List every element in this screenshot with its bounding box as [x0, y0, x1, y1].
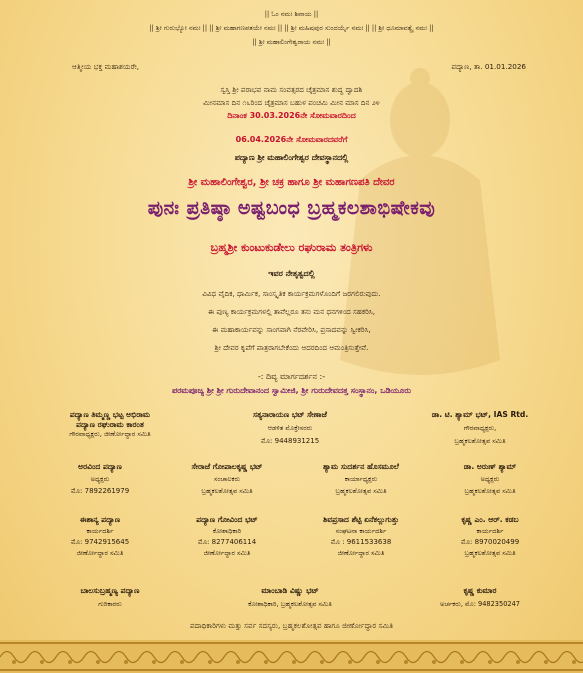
member-role: ಕೋಶಾಧಿಕಾರಿ, ಬ್ರಹ್ಮಕಲಶೋತ್ಸವ ಸಮಿತಿ: [248, 600, 332, 608]
member-org: ಜೀರ್ಣೋದ್ಧಾರ ಸಮಿತಿ: [203, 549, 251, 557]
invocation-line-1: || ಓಂ ನಮಃ ಶಿವಾಯ ||: [264, 10, 319, 18]
decorative-border: [0, 640, 583, 673]
greeting: ಆತ್ಮೀಯ ಭಕ್ತ ಮಹಾಶಯರೇ,: [72, 62, 140, 71]
venue: ಪದ್ಯಾಣ ಶ್ರೀ ಮಹಾಲಿಂಗೇಶ್ವರ ದೇವಸ್ಥಾನದಲ್ಲಿ: [234, 153, 349, 162]
member-org: ಜೀರ್ಣೋದ್ಧಾರ ಸಮಿತಿ: [76, 549, 124, 557]
committee-member: [215, 586, 365, 609]
committee-member: [430, 462, 550, 496]
member-name: ಡಾ. ಅರುಣ್ ಶ್ಯಾಮ್: [463, 462, 517, 471]
body-line-3: ಈ ಮಹಾಕಾರ್ಯವನ್ನು ಸಾಂಗವಾಗಿ ನೆರವೇರಿಸಿ, ಪ್ರಸಾದವನ್ನು ಸ್ವೀಕರಿಸಿ,: [212, 325, 371, 334]
member-role: ಗೌರವಾಧ್ಯಕ್ಷರು, ಜೀರ್ಣೋದ್ಧಾರ ಸಮಿತಿ: [69, 430, 151, 438]
deity-watermark-icon: [300, 60, 540, 390]
member-phone: ಮೊ: 9448931215: [260, 437, 320, 445]
committee-member: [430, 515, 550, 558]
member-role: ಕಾರ್ಯದರ್ಶಿ: [86, 527, 114, 535]
member-name: ಅರವಿಂದ ಪದ್ಯಾಣ: [78, 462, 122, 471]
paisley-border-icon: [0, 640, 583, 673]
invocation-line-2: || ಶ್ರೀ ಗುರುಭ್ಯೋ ನಮಃ || || ಶ್ರೀ ಮಹಾಗಣಪತಯೇ ನಮಃ || || ಶ್ರೀ ಮಹಿಷಪುರ ಸುಂದರ್ಯೈ ನಮಃ || || ಶ್ರೀ ಧೂಮಾವತ್ಯೈ ನಮಃ ||: [149, 24, 434, 32]
member-role: ಗುರಿಕಾರರು: [98, 600, 122, 608]
page-title: ಪುನಃ ಪ್ರತಿಷ್ಠಾ ಅಷ್ಟಬಂಧ ಬ್ರಹ್ಮಕಲಶಾಭಿಷೇಕವು: [147, 197, 436, 219]
member-phone: ಮೊ : 9611533638: [330, 538, 392, 546]
committee-member: [215, 410, 365, 446]
member-name-2: ಪದ್ಯಾಣ ರಘುರಾಮ ಕಾರಂತ: [76, 420, 144, 429]
intro-line-1: ಸ್ವಸ್ತಿ ಶ್ರೀ ಪರಾಭವ ನಾಮ ಸಂವತ್ಸರದ ಚೈತ್ರಮಾಸ ಶುದ್ಧ ದ್ವಾದಶಿ: [220, 85, 363, 94]
member-role: ಅಧ್ಯಕ್ಷರು: [480, 475, 500, 483]
committee-member: [400, 410, 560, 446]
member-name: ಶ್ಯಾಮ ಸುದರ್ಶನ ಹೊಸಮೂಲೆ: [323, 462, 399, 471]
member-name: ಕೃಷ್ಣ ಕುಮಾರ: [463, 586, 497, 595]
committee-member: [296, 515, 426, 558]
committee-member: [405, 586, 555, 609]
member-name: ಶಿವಪ್ರಸಾದ ಶೆಟ್ಟಿ ಏನೆಕಲ್ಲುಗುತ್ತು: [323, 515, 399, 524]
intro-line-2: ಮೀನಮಾಸ ದಿನ ೧೬ರಿಂದ ಚೈತ್ರಮಾಸ ಬಹುಳ ಪಂಚಮಿ ಮೀನ ಮಾಸ ದಿನ ೨೪: [203, 98, 380, 107]
member-role: ಕಾರ್ಯದರ್ಶಿ: [476, 527, 504, 535]
committee-member: [40, 462, 160, 496]
member-name: ಈಶಾನ್ಯ ಪದ್ಯಾಣ: [79, 515, 121, 524]
member-phone: ಮೊ: 7892261979: [70, 487, 130, 495]
invocation-line-3: || ಶ್ರೀ ಮಹಾಲಿಂಗೇಶ್ವರಾಯ ನಮಃ ||: [252, 38, 331, 46]
priest-name: ಬ್ರಹ್ಮಶ್ರೀ ಕುಂಟುಕುಡೇಲು ರಘುರಾಮ ತಂತ್ರಿಗಳು: [210, 241, 373, 254]
committee-member: [40, 515, 160, 558]
member-org: ಬ್ರಹ್ಮಕಲಶೋತ್ಸವ ಸಮಿತಿ: [335, 487, 387, 495]
member-name: ಪದ್ಯಾಣ ಗೋವಿಂದ ಭಟ್: [196, 515, 258, 524]
footer-signatories: ಪದಾಧಿಕಾರಿಗಳು ಮತ್ತು ಸರ್ವ ಸದಸ್ಯರು, ಬ್ರಹ್ಮಕಲಶೋತ್ಸವ ಹಾಗೂ ಜೀರ್ಣೋದ್ಧಾರ ಸಮಿತಿ: [190, 621, 393, 630]
member-name: ಪದ್ಯಾಣ ತಿಮ್ಮಣ್ಣ ಭಟ್ಟ ಅಭಿರಾಮ: [69, 410, 151, 419]
committee-member: [40, 586, 180, 609]
member-role: ಕಾರ್ಯಾಧ್ಯಕ್ಷರು: [344, 475, 378, 483]
member-role: ಅಧ್ಯಕ್ಷರು: [90, 475, 110, 483]
member-role: ಸಂಘಟನಾ ಕಾರ್ಯದರ್ಶಿ: [335, 527, 387, 535]
member-phone: ಮೊ: 9742915645: [70, 538, 130, 546]
member-org: ಬ್ರಹ್ಮಕಲಶೋತ್ಸವ ಸಮಿತಿ: [201, 487, 253, 495]
committee-member: [296, 462, 426, 496]
member-role: ಆಡಳಿತ ಮೊಕ್ತೇಸರರು: [267, 424, 313, 432]
guidance-names: ಪರಮಪೂಜ್ಯ ಶ್ರೀ ಶ್ರೀ ಗುರುದೇವಾನಂದ ಸ್ವಾಮೀಜಿ, ಶ್ರೀ ಗುರುದೇವದತ್ತ ಸಂಸ್ಥಾನಂ, ಒಡಿಯೂರು: [171, 386, 412, 395]
place-date: ಪದ್ಯಾಣ, ತಾ. 01.01.2026: [451, 62, 526, 71]
member-name: ಡಾ. ಟಿ. ಶ್ಯಾಮ್ ಭಟ್, IAS Rtd.: [431, 410, 529, 419]
deities: ಶ್ರೀ ಮಹಾಲಿಂಗೇಶ್ವರ, ಶ್ರೀ ಚಕ್ರ ಹಾಗೂ ಶ್ರೀ ಮಹಾಗಣಪತಿ ದೇವರ: [188, 177, 395, 188]
leadership-line: ಇವರ ನೇತೃತ್ವದಲ್ಲಿ: [268, 269, 315, 278]
body-line-4: ಶ್ರೀ ದೇವರ ಕೃಪೆಗೆ ಪಾತ್ರರಾಗಬೇಕೆಂದು ಆದರದಿಂದ ಆಮಂತ್ರಿಸುತ್ತೇವೆ.: [214, 343, 369, 352]
member-org: ಜೀರ್ಣೋದ್ಧಾರ ಸಮಿತಿ: [337, 549, 385, 557]
member-name: ಸೇರಾಜೆ ಗೋಪಾಲಕೃಷ್ಣ ಭಟ್: [191, 462, 263, 471]
member-role: ಸಂಚಾಲಕರು: [213, 475, 241, 483]
member-name: ಕೃಷ್ಣ ಎಂ. ಆರ್. ಕಡಬ: [461, 515, 519, 524]
member-name: ಮಾಂಬಾಡಿ ವಿಷ್ಣು ಭಟ್: [261, 586, 319, 595]
member-name: ಬಾಲಸುಬ್ರಹ್ಮಣ್ಯ ಪದ್ಯಾಣ: [80, 586, 140, 595]
guidance-label: -: ದಿವ್ಯ ಮಾರ್ಗದರ್ಶನ :-: [257, 372, 326, 381]
body-line-2: ಈ ಪುಣ್ಯ ಕಾರ್ಯಕ್ರಮಗಳಲ್ಲಿ ತಾವೆಲ್ಲರೂ ತನು ಮನ ಧನಗಳಿಂದ ಸಹಕರಿಸಿ,: [207, 307, 375, 316]
member-org: ಬ್ರಹ್ಮಕಲಶೋತ್ಸವ ಸಮಿತಿ: [464, 549, 516, 557]
member-phone: ಮೊ: 8970020499: [460, 538, 520, 546]
body-line-1: ವಿವಿಧ ವೈದಿಕ, ಧಾರ್ಮಿಕ, ಸಾಂಸ್ಕೃತಿಕ ಕಾರ್ಯಕ್ರಮಗಳೊಂದಿಗೆ ಜರಗಲಿರುವುದು.: [202, 289, 381, 298]
committee-member: [162, 515, 292, 558]
committee-member: [40, 410, 180, 439]
member-role: ಗೌರವಾಧ್ಯಕ್ಷರು,: [463, 424, 497, 432]
member-org: ಬ್ರಹ್ಮಕಲಶೋತ್ಸವ ಸಮಿತಿ: [454, 437, 506, 445]
member-phone: ಮೊ: 8277406114: [197, 538, 257, 546]
date-from: ದಿನಾಂಕ 30.03.2026ನೇ ಸೋಮವಾರದಿಂದ: [227, 111, 356, 120]
date-to: 06.04.2026ನೇ ಸೋಮವಾರದವರೆಗೆ: [235, 135, 348, 144]
member-role: ಕೋಶಾಧಿಕಾರಿ: [212, 527, 242, 535]
member-name: ಸತ್ಯನಾರಾಯಣ ಭಟ್ ಸೇಣಾಜೆ: [253, 410, 327, 419]
committee-member: [162, 462, 292, 496]
member-role: ಅರ್ಚಕರು, ಮೊ: 9482350247: [440, 600, 520, 608]
member-org: ಬ್ರಹ್ಮಕಲಶೋತ್ಸವ ಸಮಿತಿ: [464, 487, 516, 495]
